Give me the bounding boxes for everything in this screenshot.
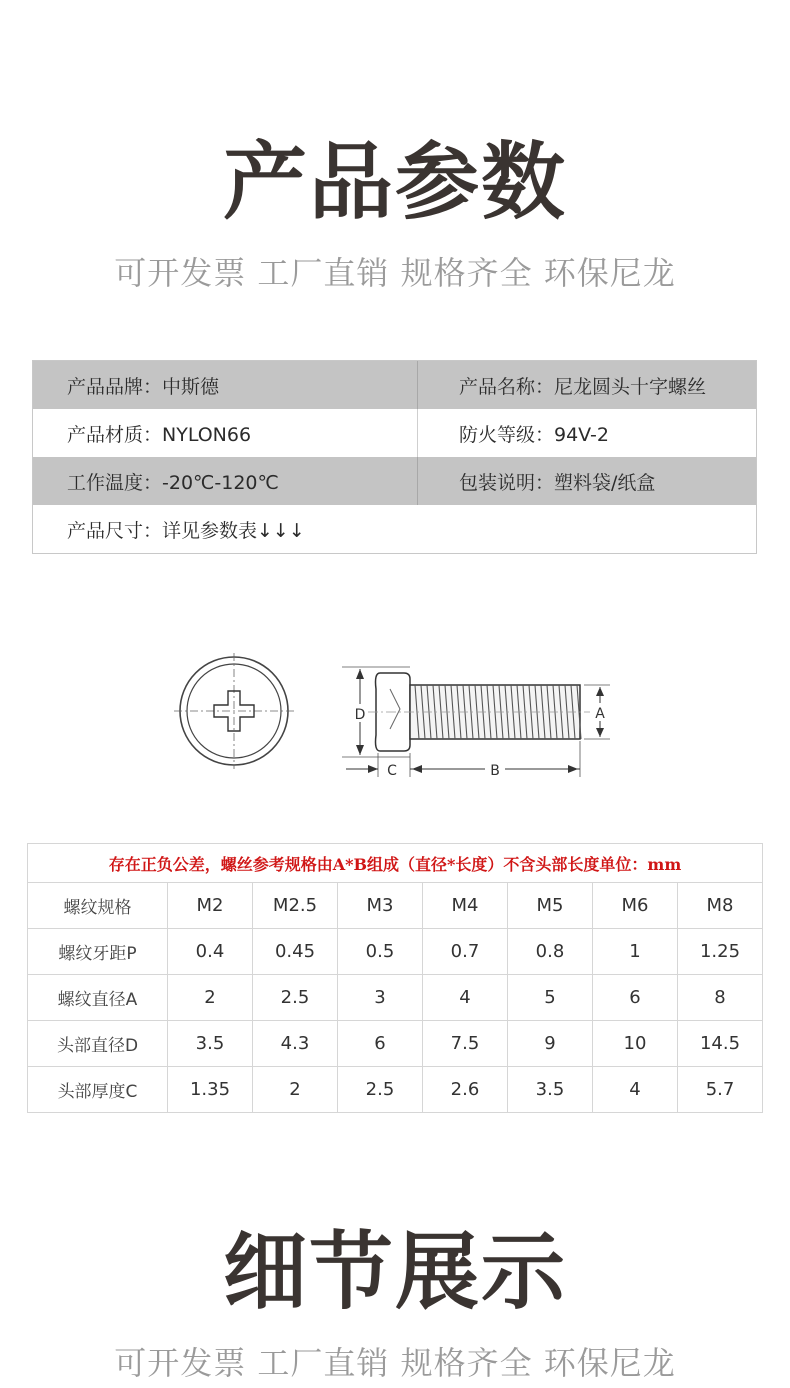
spec-row xyxy=(28,1021,763,1067)
spec-row xyxy=(28,975,763,1021)
spec-cell: 9 xyxy=(508,1021,593,1067)
dim-label-d: D xyxy=(354,707,366,723)
spec-cell: 10 xyxy=(593,1021,678,1067)
spec-cell: 0.4 xyxy=(168,929,253,975)
param-name: 产品名称：尼龙圆头十字螺丝 xyxy=(459,375,707,398)
spec-cell: 2.6 xyxy=(423,1067,508,1113)
spec-row-label: 螺纹规格 xyxy=(28,883,168,929)
spec-cell: M4 xyxy=(423,883,508,929)
params-row xyxy=(33,505,756,553)
spec-cell: 5 xyxy=(508,975,593,1021)
spec-cell: 0.5 xyxy=(338,929,423,975)
spec-cell: 1 xyxy=(593,929,678,975)
spec-cell: 6 xyxy=(593,975,678,1021)
spec-cell: 2 xyxy=(168,975,253,1021)
spec-cell: 4.3 xyxy=(253,1021,338,1067)
spec-cell: 7.5 xyxy=(423,1021,508,1067)
spec-cell: 2 xyxy=(253,1067,338,1113)
spec-cell: 4 xyxy=(593,1067,678,1113)
spec-cell: 3.5 xyxy=(168,1021,253,1067)
spec-row-label: 头部厚度C xyxy=(28,1067,168,1113)
param-brand: 产品品牌：中斯德 xyxy=(33,361,418,409)
param-material: 产品材质：NYLON66 xyxy=(33,409,418,457)
spec-row xyxy=(28,929,763,975)
dim-label-c: C xyxy=(387,763,397,779)
params-row xyxy=(33,361,756,409)
spec-cell: 2.5 xyxy=(253,975,338,1021)
param-packaging: 包装说明：塑料袋/纸盒 xyxy=(459,471,656,494)
spec-cell: 3.5 xyxy=(508,1067,593,1113)
params-row xyxy=(33,457,756,505)
screw-dimension-diagram xyxy=(160,645,620,790)
spec-cell: M2 xyxy=(168,883,253,929)
spec-cell: 0.45 xyxy=(253,929,338,975)
param-temperature: 工作温度：-20℃-120℃ xyxy=(33,457,418,505)
section-title-params: 产品参数 xyxy=(222,133,567,231)
product-params-table xyxy=(32,360,757,554)
spec-cell: 4 xyxy=(423,975,508,1021)
dim-label-a: A xyxy=(595,706,605,722)
screw-side-view xyxy=(342,667,610,779)
spec-cell: 2.5 xyxy=(338,1067,423,1113)
spec-cell: 0.8 xyxy=(508,929,593,975)
spec-cell: 1.35 xyxy=(168,1067,253,1113)
screw-head-top-view xyxy=(174,653,294,769)
spec-note-row xyxy=(28,844,763,883)
spec-row-label: 螺纹直径A xyxy=(28,975,168,1021)
section-subtitle-details: 可开发票 工厂直销 规格齐全 环保尼龙 xyxy=(114,1344,676,1382)
spec-cell: 5.7 xyxy=(678,1067,763,1113)
section-title-details: 细节展示 xyxy=(222,1223,567,1321)
spec-cell: M5 xyxy=(508,883,593,929)
section-subtitle-params: 可开发票 工厂直销 规格齐全 环保尼龙 xyxy=(114,254,676,292)
spec-cell: 6 xyxy=(338,1021,423,1067)
spec-cell: M8 xyxy=(678,883,763,929)
spec-cell: 3 xyxy=(338,975,423,1021)
spec-table xyxy=(27,843,763,1113)
dim-label-b: B xyxy=(490,763,500,779)
spec-cell: 14.5 xyxy=(678,1021,763,1067)
params-row xyxy=(33,409,756,457)
spec-row-label: 螺纹牙距P xyxy=(28,929,168,975)
spec-row xyxy=(28,1067,763,1113)
spec-cell: M6 xyxy=(593,883,678,929)
spec-cell: M3 xyxy=(338,883,423,929)
spec-row-label: 头部直径D xyxy=(28,1021,168,1067)
param-size: 产品尺寸：详见参数表↓↓↓ xyxy=(67,519,305,542)
spec-row xyxy=(28,883,763,929)
spec-cell: 0.7 xyxy=(423,929,508,975)
param-fire-rating: 防火等级：94V-2 xyxy=(459,423,610,446)
spec-cell: 1.25 xyxy=(678,929,763,975)
spec-note: 存在正负公差，螺丝参考规格由A*B组成（直径*长度）不含头部长度单位：mm xyxy=(28,844,763,883)
spec-cell: M2.5 xyxy=(253,883,338,929)
spec-cell: 8 xyxy=(678,975,763,1021)
